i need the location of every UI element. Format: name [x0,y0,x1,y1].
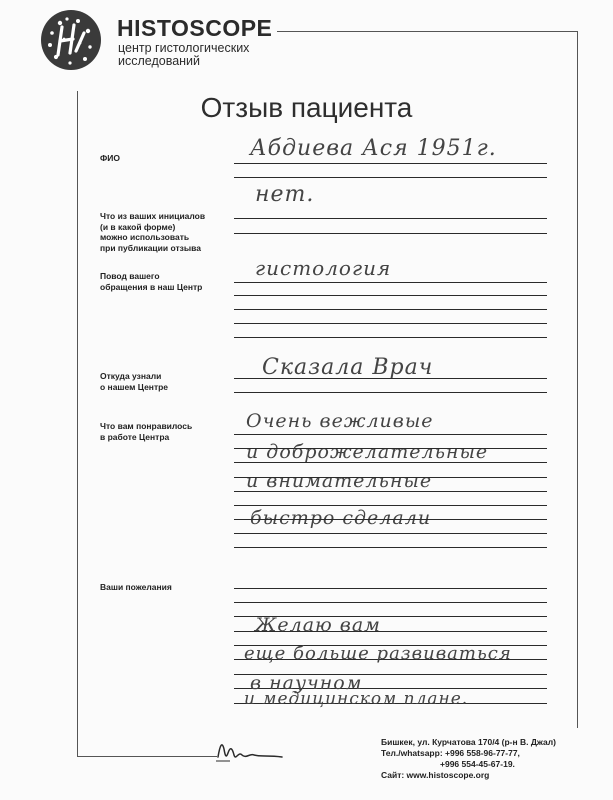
liked-line-7 [234,519,547,520]
fio-label: ФИО [100,153,120,163]
wishes-answer-line-2: еще больше развиваться [244,643,512,664]
liked-answer-line-4: быстро сделали [250,507,432,529]
initials-answer: нет. [255,182,315,207]
page-title: Отзыв пациента [200,92,413,123]
initials-line-1 [234,218,547,219]
wishes-answer-line-1: Желаю вам [255,614,381,636]
reason-label: Повод вашего обращения в наш Центр [100,271,203,292]
liked-line-2 [234,448,547,449]
fio-line [234,163,547,164]
liked-answer-line-1: Очень вежливые [246,410,434,432]
frame-line-bottom [77,756,217,757]
liked-line-9 [234,547,547,548]
footer-site: Сайт: www.histoscope.org [381,770,490,780]
reason-line-3 [234,309,547,310]
liked-line-4 [234,477,547,478]
frame-line-top [277,31,578,32]
liked-line-5 [234,491,547,492]
wishes-answer-line-4: и медицинском плане. [244,689,469,709]
frame-line-left [77,91,78,756]
footer-phone-2: +996 554-45-67-19. [440,759,515,769]
reason-line-4 [234,323,547,324]
footer-contacts [381,737,556,781]
source-answer: Сказала Врач [262,355,434,380]
liked-line-3 [234,462,547,463]
reason-line-2 [234,295,547,296]
wishes-line-2 [234,602,547,603]
footer-phone-1: Тел./whatsapp: +996 558-96-77-77, [381,748,520,758]
brand-subtitle: центр гистологических исследований [118,41,250,68]
liked-answer-line-2: и доброжелательные [246,441,489,463]
initials-label: Что из ваших инициалов (и в какой форме) можно использовать при публикации отзыва [100,211,206,253]
brand-name: HISTOSCOPE [117,15,273,41]
handwritten-signature [212,735,292,765]
initials-line-2 [234,233,547,234]
wishes-answer-line-3: в научном [250,672,363,694]
fio-answer: Абдиева Ася 1951г. [250,136,497,161]
source-label: Откуда узнали о нашем Центре [100,371,169,392]
liked-label: Что вам понравилось в работе Центра [100,421,193,442]
wishes-label: Ваши пожелания [100,582,172,592]
histoscope-logo-icon [40,9,102,71]
reason-answer: гистология [255,256,392,280]
liked-line-8 [234,533,547,534]
fio-line-2 [234,177,547,178]
footer-address: Бишкек, ул. Курчатова 170/4 (р-н В. Джал) [381,737,556,747]
liked-answer-line-3: и внимательные [246,470,433,492]
source-line-1 [234,378,547,379]
frame-line-right [577,31,578,728]
source-line-2 [234,392,547,393]
reason-line-5 [234,337,547,338]
wishes-line-1 [234,588,547,589]
liked-line-6 [234,505,547,506]
liked-line-1 [234,434,547,435]
reason-line-1 [234,282,547,283]
